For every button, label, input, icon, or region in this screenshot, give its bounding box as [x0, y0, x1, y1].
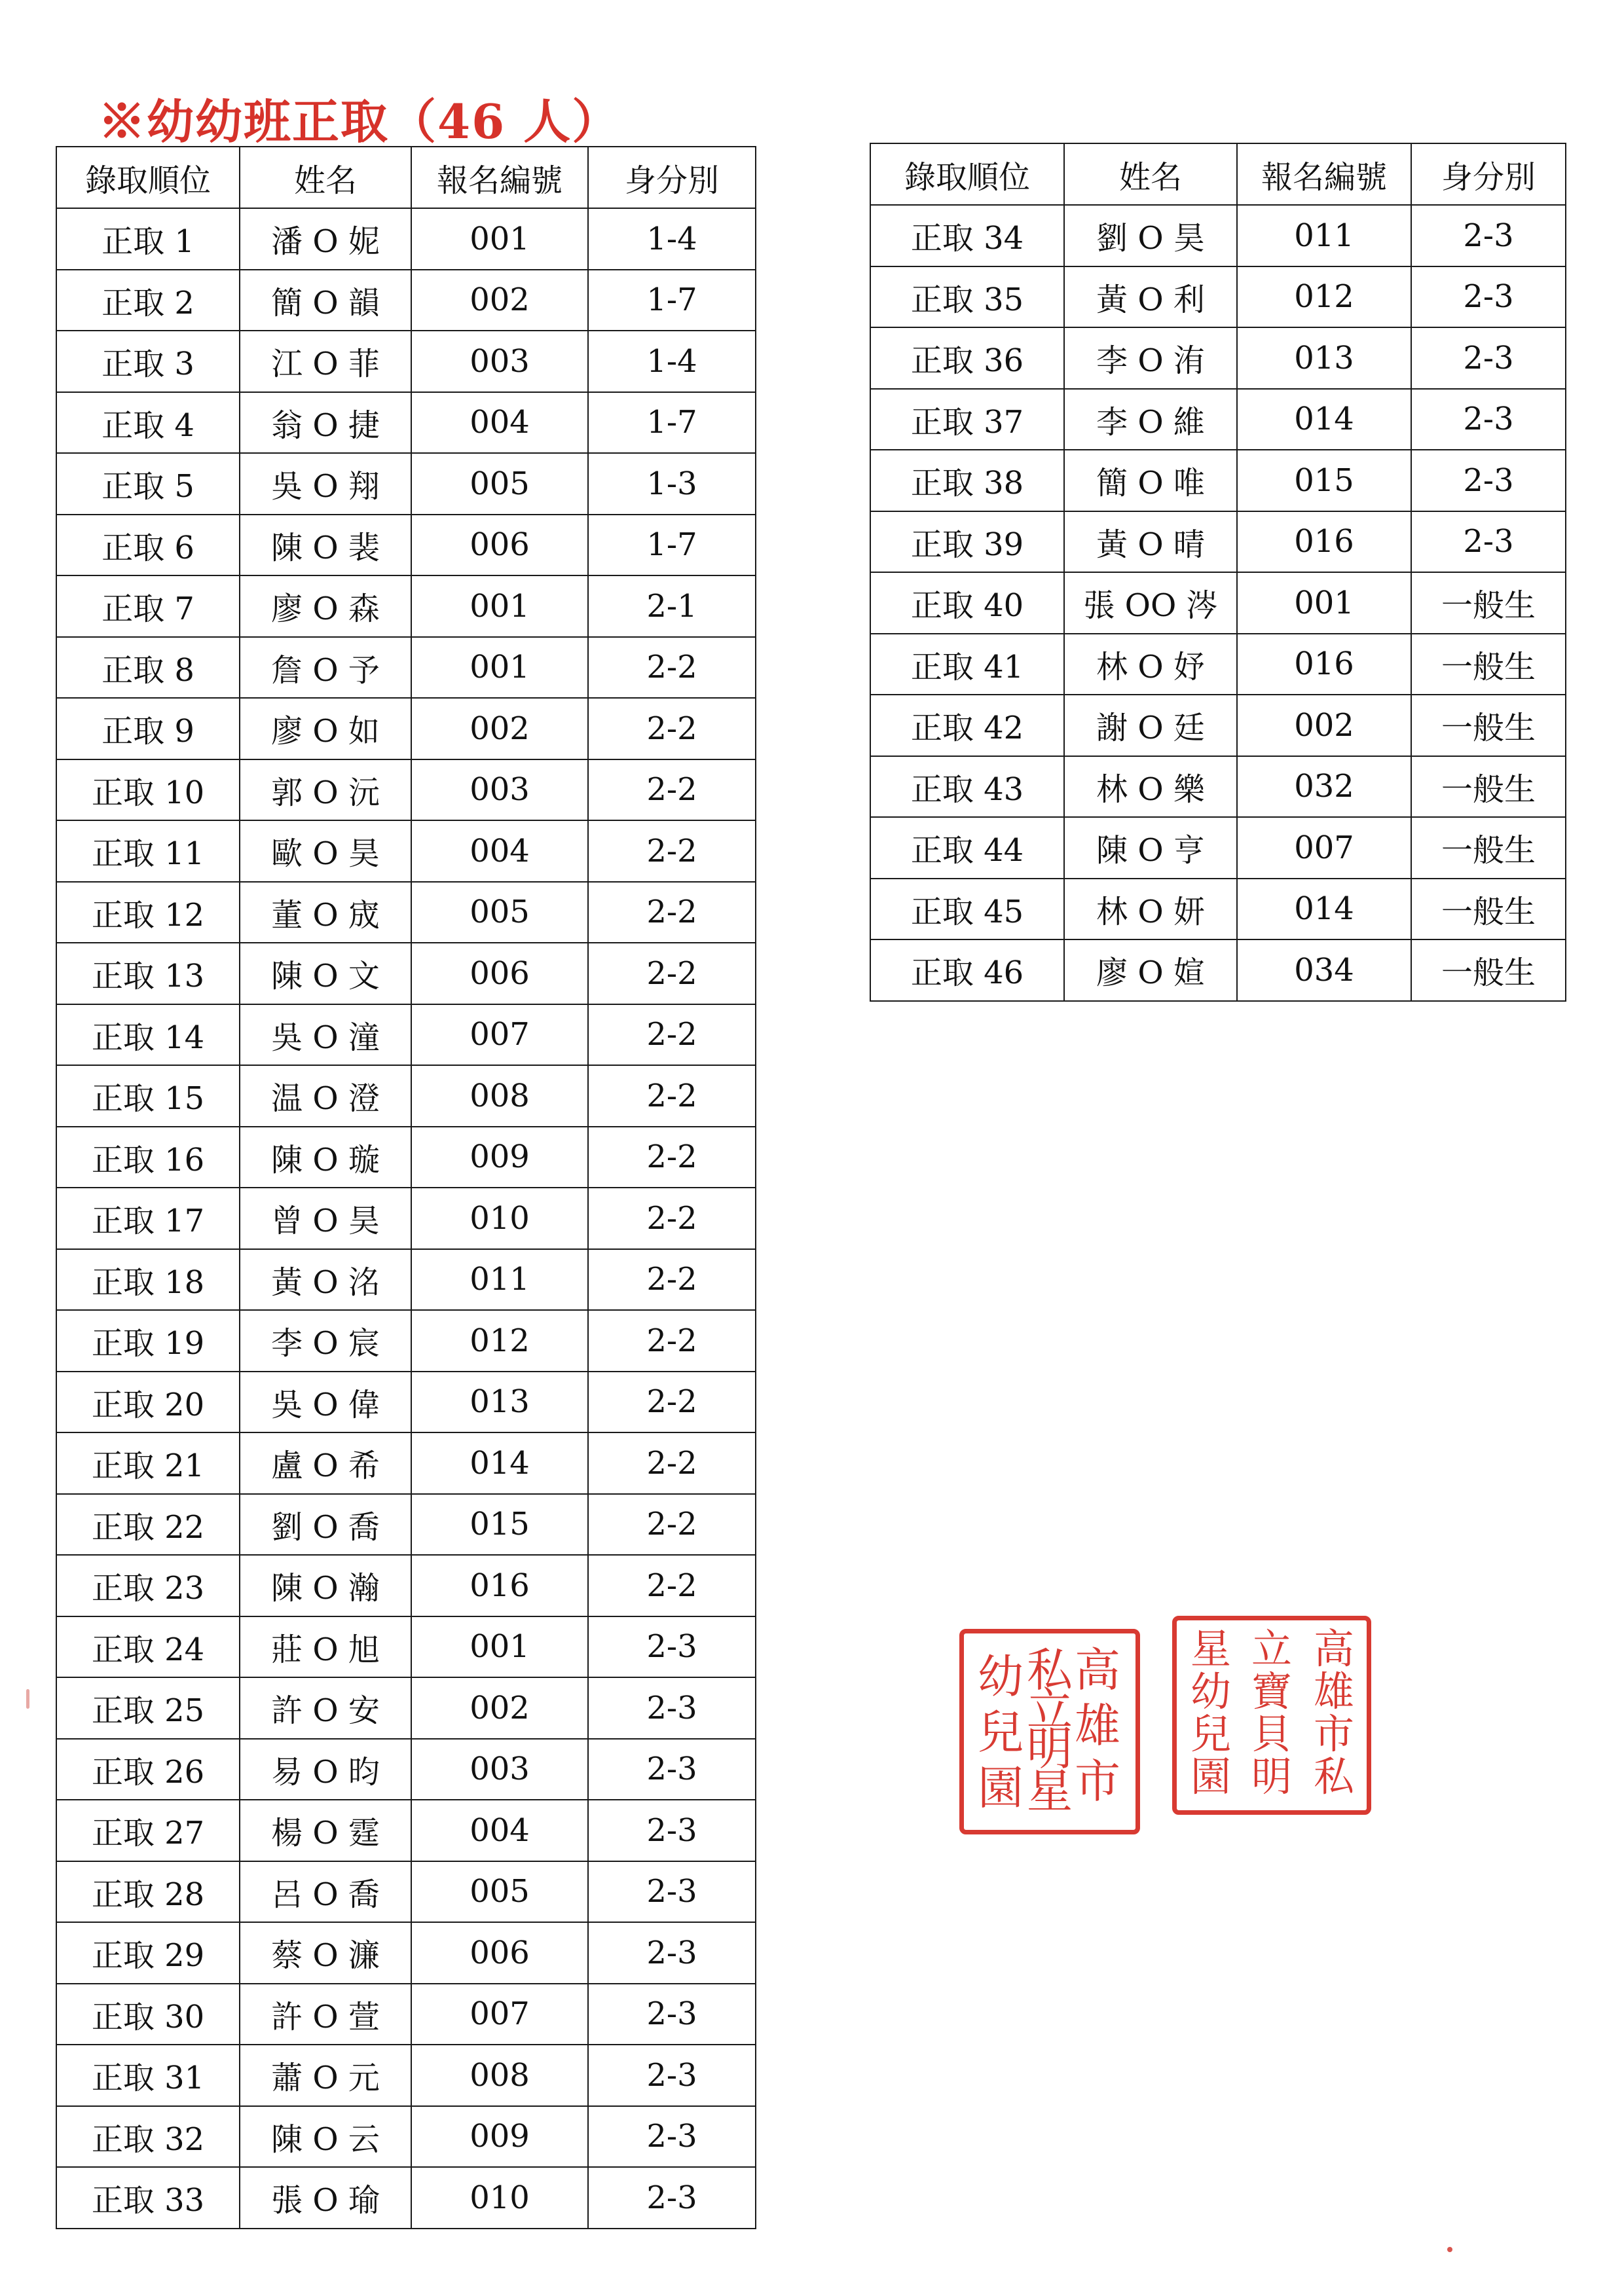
cell-name: 劉 O 喬	[240, 1494, 411, 1556]
cell-status: 1-4	[588, 331, 756, 392]
cell-status: 2-3	[1411, 389, 1566, 450]
cell-reg-no: 016	[1237, 634, 1411, 695]
table-body-left	[56, 208, 756, 2229]
cell-name: 許 O 萱	[240, 1984, 411, 2045]
cell-status: 2-2	[588, 1004, 756, 1066]
cell-reg-no: 003	[411, 759, 588, 821]
cell-name: 吳 O 偉	[240, 1372, 411, 1433]
column-header-status: 身分別	[588, 147, 756, 208]
cell-status: 1-7	[588, 392, 756, 454]
cell-reg-no: 010	[411, 1188, 588, 1249]
cell-reg-no: 011	[1237, 205, 1411, 266]
cell-name: 楊 O 霆	[240, 1800, 411, 1861]
cell-name: 吳 O 翔	[240, 453, 411, 515]
cell-reg-no: 008	[411, 2045, 588, 2106]
table-row	[56, 2167, 756, 2229]
cell-rank: 正取 39	[870, 511, 1064, 573]
table-row	[870, 939, 1566, 1001]
cell-name: 簡 O 唯	[1064, 450, 1237, 511]
table-row	[56, 1922, 756, 1984]
cell-status: 2-2	[588, 820, 756, 882]
table-row	[56, 1432, 756, 1494]
cell-name: 盧 O 希	[240, 1432, 411, 1494]
cell-name: 張 OO 涔	[1064, 572, 1237, 634]
cell-status: 1-7	[588, 515, 756, 576]
cell-name: 吳 O 潼	[240, 1004, 411, 1066]
table-row	[870, 450, 1566, 511]
cell-reg-no: 015	[1237, 450, 1411, 511]
cell-rank: 正取 20	[56, 1372, 240, 1433]
cell-name: 謝 O 廷	[1064, 695, 1237, 756]
cell-reg-no: 005	[411, 882, 588, 943]
table-row	[870, 817, 1566, 879]
table-row	[56, 1127, 756, 1188]
table-row	[56, 575, 756, 637]
cell-status: 2-3	[588, 1800, 756, 1861]
cell-status: 2-3	[588, 2045, 756, 2106]
table-row	[56, 1065, 756, 1127]
svg-text:園: 園	[1190, 1753, 1232, 1800]
cell-reg-no: 012	[1237, 266, 1411, 328]
cell-name: 林 O 妤	[1064, 634, 1237, 695]
cell-reg-no: 007	[411, 1004, 588, 1066]
svg-text:雄: 雄	[1075, 1699, 1120, 1753]
svg-text:星: 星	[1190, 1625, 1232, 1673]
cell-name: 黃 O 洺	[240, 1249, 411, 1311]
cell-rank: 正取 5	[56, 453, 240, 515]
cell-name: 陳 O 璇	[240, 1127, 411, 1188]
cell-status: 1-7	[588, 270, 756, 331]
column-header-rank: 錄取順位	[870, 143, 1064, 205]
cell-name: 廖 O 如	[240, 698, 411, 759]
cell-rank: 正取 4	[56, 392, 240, 454]
cell-reg-no: 003	[411, 331, 588, 392]
table-row	[56, 331, 756, 392]
cell-reg-no: 006	[411, 1922, 588, 1984]
kindergarten-seal-small	[959, 1629, 1140, 1834]
table-row	[56, 1249, 756, 1311]
cell-status: 2-3	[588, 1861, 756, 1923]
cell-name: 陳 O 裴	[240, 515, 411, 576]
cell-name: 江 O 菲	[240, 331, 411, 392]
cell-status: 2-2	[588, 1065, 756, 1127]
cell-rank: 正取 24	[56, 1616, 240, 1678]
cell-status: 2-3	[588, 1616, 756, 1678]
svg-text:市: 市	[1313, 1710, 1355, 1758]
cell-name: 潘 O 妮	[240, 208, 411, 270]
cell-reg-no: 011	[411, 1249, 588, 1311]
cell-status: 2-3	[588, 1739, 756, 1800]
cell-rank: 正取 14	[56, 1004, 240, 1066]
cell-status: 2-2	[588, 1249, 756, 1311]
svg-text:明: 明	[1251, 1753, 1293, 1800]
cell-name: 劉 O 昊	[1064, 205, 1237, 266]
cell-reg-no: 002	[411, 698, 588, 759]
cell-status: 2-2	[588, 1372, 756, 1433]
cell-reg-no: 001	[411, 208, 588, 270]
svg-text:園: 園	[978, 1761, 1024, 1815]
cell-status: 2-2	[588, 1494, 756, 1556]
cell-rank: 正取 45	[870, 879, 1064, 940]
cell-status: 一般生	[1411, 817, 1566, 879]
cell-name: 李 O 宸	[240, 1310, 411, 1372]
svg-text:高: 高	[1313, 1625, 1355, 1673]
table-row	[56, 453, 756, 515]
svg-text:星: 星	[1027, 1764, 1073, 1818]
table-row	[56, 1494, 756, 1556]
cell-name: 蔡 O 濂	[240, 1922, 411, 1984]
table-row	[870, 634, 1566, 695]
cell-reg-no: 034	[1237, 939, 1411, 1001]
table-header-row	[56, 147, 756, 208]
table-row	[56, 1739, 756, 1800]
table-row	[56, 1861, 756, 1923]
cell-reg-no: 008	[411, 1065, 588, 1127]
svg-text:兒: 兒	[978, 1705, 1024, 1759]
column-header-rank: 錄取順位	[56, 147, 240, 208]
table-row	[870, 695, 1566, 756]
table-row	[56, 698, 756, 759]
cell-reg-no: 002	[1237, 695, 1411, 756]
cell-name: 陳 O 云	[240, 2106, 411, 2168]
cell-reg-no: 014	[1237, 879, 1411, 940]
kindergarten-seal-large	[1172, 1616, 1371, 1815]
cell-rank: 正取 46	[870, 939, 1064, 1001]
cell-rank: 正取 37	[870, 389, 1064, 450]
cell-rank: 正取 21	[56, 1432, 240, 1494]
table-body-right	[870, 205, 1566, 1001]
cell-status: 2-2	[588, 882, 756, 943]
seal-glyphs-large	[1177, 1620, 1367, 1810]
cell-rank: 正取 30	[56, 1984, 240, 2045]
svg-text:寶: 寶	[1251, 1667, 1293, 1715]
cell-status: 1-4	[588, 208, 756, 270]
column-header-name: 姓名	[240, 147, 411, 208]
cell-rank: 正取 16	[56, 1127, 240, 1188]
cell-name: 李 O 維	[1064, 389, 1237, 450]
cell-status: 2-2	[588, 1127, 756, 1188]
table-row	[56, 1372, 756, 1433]
seal-glyphs-small	[964, 1633, 1135, 1830]
cell-name: 陳 O 文	[240, 943, 411, 1004]
table-row	[56, 1984, 756, 2045]
cell-reg-no: 014	[411, 1432, 588, 1494]
cell-status: 2-2	[588, 943, 756, 1004]
page-title: ※幼幼班正取（46 人）	[98, 94, 621, 149]
cell-name: 廖 O 森	[240, 575, 411, 637]
cell-name: 李 O 洧	[1064, 327, 1237, 389]
cell-status: 2-2	[588, 698, 756, 759]
cell-reg-no: 006	[411, 515, 588, 576]
table-row	[56, 882, 756, 943]
cell-reg-no: 004	[411, 392, 588, 454]
cell-reg-no: 013	[1237, 327, 1411, 389]
cell-status: 2-3	[1411, 205, 1566, 266]
cell-status: 一般生	[1411, 572, 1566, 634]
cell-rank: 正取 8	[56, 637, 240, 699]
cell-rank: 正取 23	[56, 1555, 240, 1616]
cell-status: 2-2	[588, 1310, 756, 1372]
cell-rank: 正取 22	[56, 1494, 240, 1556]
cell-rank: 正取 19	[56, 1310, 240, 1372]
cell-rank: 正取 17	[56, 1188, 240, 1249]
cell-rank: 正取 28	[56, 1861, 240, 1923]
cell-reg-no: 001	[411, 1616, 588, 1678]
cell-status: 2-2	[588, 759, 756, 821]
cell-name: 簡 O 韻	[240, 270, 411, 331]
cell-rank: 正取 26	[56, 1739, 240, 1800]
cell-name: 郭 O 沅	[240, 759, 411, 821]
cell-status: 2-3	[1411, 266, 1566, 328]
cell-reg-no: 006	[411, 943, 588, 1004]
cell-status: 一般生	[1411, 634, 1566, 695]
cell-reg-no: 015	[411, 1494, 588, 1556]
cell-status: 一般生	[1411, 939, 1566, 1001]
table-row	[870, 389, 1566, 450]
cell-status: 一般生	[1411, 879, 1566, 940]
admission-table-left	[56, 146, 756, 2229]
table-row	[56, 1677, 756, 1739]
table-row	[56, 270, 756, 331]
svg-text:兒: 兒	[1190, 1710, 1232, 1758]
cell-reg-no: 005	[411, 1861, 588, 1923]
cell-name: 歐 O 昊	[240, 820, 411, 882]
svg-text:幼: 幼	[1190, 1667, 1232, 1715]
cell-status: 2-3	[588, 1984, 756, 2045]
cell-reg-no: 004	[411, 820, 588, 882]
cell-rank: 正取 25	[56, 1677, 240, 1739]
cell-rank: 正取 7	[56, 575, 240, 637]
cell-status: 一般生	[1411, 695, 1566, 756]
cell-reg-no: 032	[1237, 756, 1411, 818]
cell-reg-no: 016	[1237, 511, 1411, 573]
cell-status: 2-3	[588, 1922, 756, 1984]
cell-rank: 正取 18	[56, 1249, 240, 1311]
cell-name: 陳 O 瀚	[240, 1555, 411, 1616]
cell-status: 2-3	[1411, 511, 1566, 573]
cell-reg-no: 007	[1237, 817, 1411, 879]
cell-rank: 正取 29	[56, 1922, 240, 1984]
cell-status: 2-3	[588, 1677, 756, 1739]
table-row	[56, 2106, 756, 2168]
column-header-reg-no: 報名編號	[1237, 143, 1411, 205]
scan-speck	[26, 1689, 29, 1709]
cell-reg-no: 012	[411, 1310, 588, 1372]
svg-text:立: 立	[1251, 1625, 1293, 1673]
cell-status: 2-3	[588, 2167, 756, 2229]
cell-status: 一般生	[1411, 756, 1566, 818]
column-header-name: 姓名	[1064, 143, 1237, 205]
cell-rank: 正取 36	[870, 327, 1064, 389]
table-row	[870, 879, 1566, 940]
cell-rank: 正取 44	[870, 817, 1064, 879]
svg-text:貝: 貝	[1251, 1710, 1293, 1758]
cell-rank: 正取 12	[56, 882, 240, 943]
cell-rank: 正取 6	[56, 515, 240, 576]
cell-status: 1-3	[588, 453, 756, 515]
cell-reg-no: 002	[411, 1677, 588, 1739]
table-row	[870, 205, 1566, 266]
cell-rank: 正取 11	[56, 820, 240, 882]
scan-speck	[1447, 2247, 1452, 2252]
cell-reg-no: 009	[411, 1127, 588, 1188]
cell-rank: 正取 15	[56, 1065, 240, 1127]
cell-rank: 正取 33	[56, 2167, 240, 2229]
cell-reg-no: 003	[411, 1739, 588, 1800]
cell-reg-no: 002	[411, 270, 588, 331]
table-row	[56, 1800, 756, 1861]
cell-name: 許 O 安	[240, 1677, 411, 1739]
cell-name: 莊 O 旭	[240, 1616, 411, 1678]
cell-rank: 正取 2	[56, 270, 240, 331]
cell-rank: 正取 41	[870, 634, 1064, 695]
cell-reg-no: 007	[411, 1984, 588, 2045]
svg-text:雄: 雄	[1313, 1667, 1355, 1715]
svg-text:市: 市	[1075, 1755, 1120, 1808]
svg-text:明: 明	[1027, 1722, 1073, 1776]
cell-reg-no: 001	[411, 637, 588, 699]
cell-reg-no: 009	[411, 2106, 588, 2168]
table-row	[56, 392, 756, 454]
cell-name: 呂 O 喬	[240, 1861, 411, 1923]
cell-reg-no: 001	[411, 575, 588, 637]
cell-name: 張 O 瑜	[240, 2167, 411, 2229]
cell-status: 2-3	[588, 2106, 756, 2168]
cell-rank: 正取 42	[870, 695, 1064, 756]
table-row	[56, 1616, 756, 1678]
cell-name: 董 O 宬	[240, 882, 411, 943]
table-row	[56, 1188, 756, 1249]
table-row	[56, 208, 756, 270]
table-row	[56, 943, 756, 1004]
cell-name: 黃 O 利	[1064, 266, 1237, 328]
svg-text:私: 私	[1313, 1753, 1355, 1800]
cell-status: 2-3	[1411, 327, 1566, 389]
cell-rank: 正取 32	[56, 2106, 240, 2168]
cell-reg-no: 016	[411, 1555, 588, 1616]
table-row	[56, 759, 756, 821]
table-row	[56, 637, 756, 699]
table-row	[56, 1555, 756, 1616]
cell-rank: 正取 27	[56, 1800, 240, 1861]
cell-name: 易 O 昀	[240, 1739, 411, 1800]
cell-rank: 正取 3	[56, 331, 240, 392]
cell-rank: 正取 9	[56, 698, 240, 759]
cell-status: 2-2	[588, 1188, 756, 1249]
table-row	[56, 515, 756, 576]
cell-name: 廖 O 媗	[1064, 939, 1237, 1001]
cell-reg-no: 001	[1237, 572, 1411, 634]
cell-name: 温 O 澄	[240, 1065, 411, 1127]
table-row	[56, 1310, 756, 1372]
cell-rank: 正取 34	[870, 205, 1064, 266]
cell-name: 黃 O 晴	[1064, 511, 1237, 573]
cell-status: 2-3	[1411, 450, 1566, 511]
cell-rank: 正取 10	[56, 759, 240, 821]
svg-text:私: 私	[1027, 1643, 1073, 1697]
cell-status: 2-1	[588, 575, 756, 637]
cell-name: 林 O 樂	[1064, 756, 1237, 818]
table-row	[870, 511, 1566, 573]
cell-name: 陳 O 亨	[1064, 817, 1237, 879]
cell-name: 詹 O 予	[240, 637, 411, 699]
cell-rank: 正取 43	[870, 756, 1064, 818]
cell-reg-no: 010	[411, 2167, 588, 2229]
table-header-row	[870, 143, 1566, 205]
cell-reg-no: 005	[411, 453, 588, 515]
cell-status: 2-2	[588, 1555, 756, 1616]
cell-rank: 正取 13	[56, 943, 240, 1004]
column-header-status: 身分別	[1411, 143, 1566, 205]
cell-reg-no: 014	[1237, 389, 1411, 450]
table-row	[56, 1004, 756, 1066]
svg-text:立: 立	[1027, 1683, 1073, 1736]
cell-name: 曾 O 昊	[240, 1188, 411, 1249]
cell-name: 林 O 妍	[1064, 879, 1237, 940]
cell-status: 2-2	[588, 637, 756, 699]
cell-rank: 正取 1	[56, 208, 240, 270]
cell-rank: 正取 35	[870, 266, 1064, 328]
table-row	[56, 820, 756, 882]
table-row	[870, 327, 1566, 389]
cell-name: 翁 O 捷	[240, 392, 411, 454]
cell-reg-no: 013	[411, 1372, 588, 1433]
table-row	[870, 572, 1566, 634]
cell-rank: 正取 31	[56, 2045, 240, 2106]
table-row	[56, 2045, 756, 2106]
cell-status: 2-2	[588, 1432, 756, 1494]
cell-name: 蕭 O 元	[240, 2045, 411, 2106]
cell-reg-no: 004	[411, 1800, 588, 1861]
cell-rank: 正取 40	[870, 572, 1064, 634]
svg-text:幼: 幼	[978, 1650, 1024, 1704]
svg-text:高: 高	[1075, 1643, 1120, 1697]
column-header-reg-no: 報名編號	[411, 147, 588, 208]
table-row	[870, 756, 1566, 818]
admission-table-right	[870, 143, 1566, 1002]
table-row	[870, 266, 1566, 328]
cell-rank: 正取 38	[870, 450, 1064, 511]
